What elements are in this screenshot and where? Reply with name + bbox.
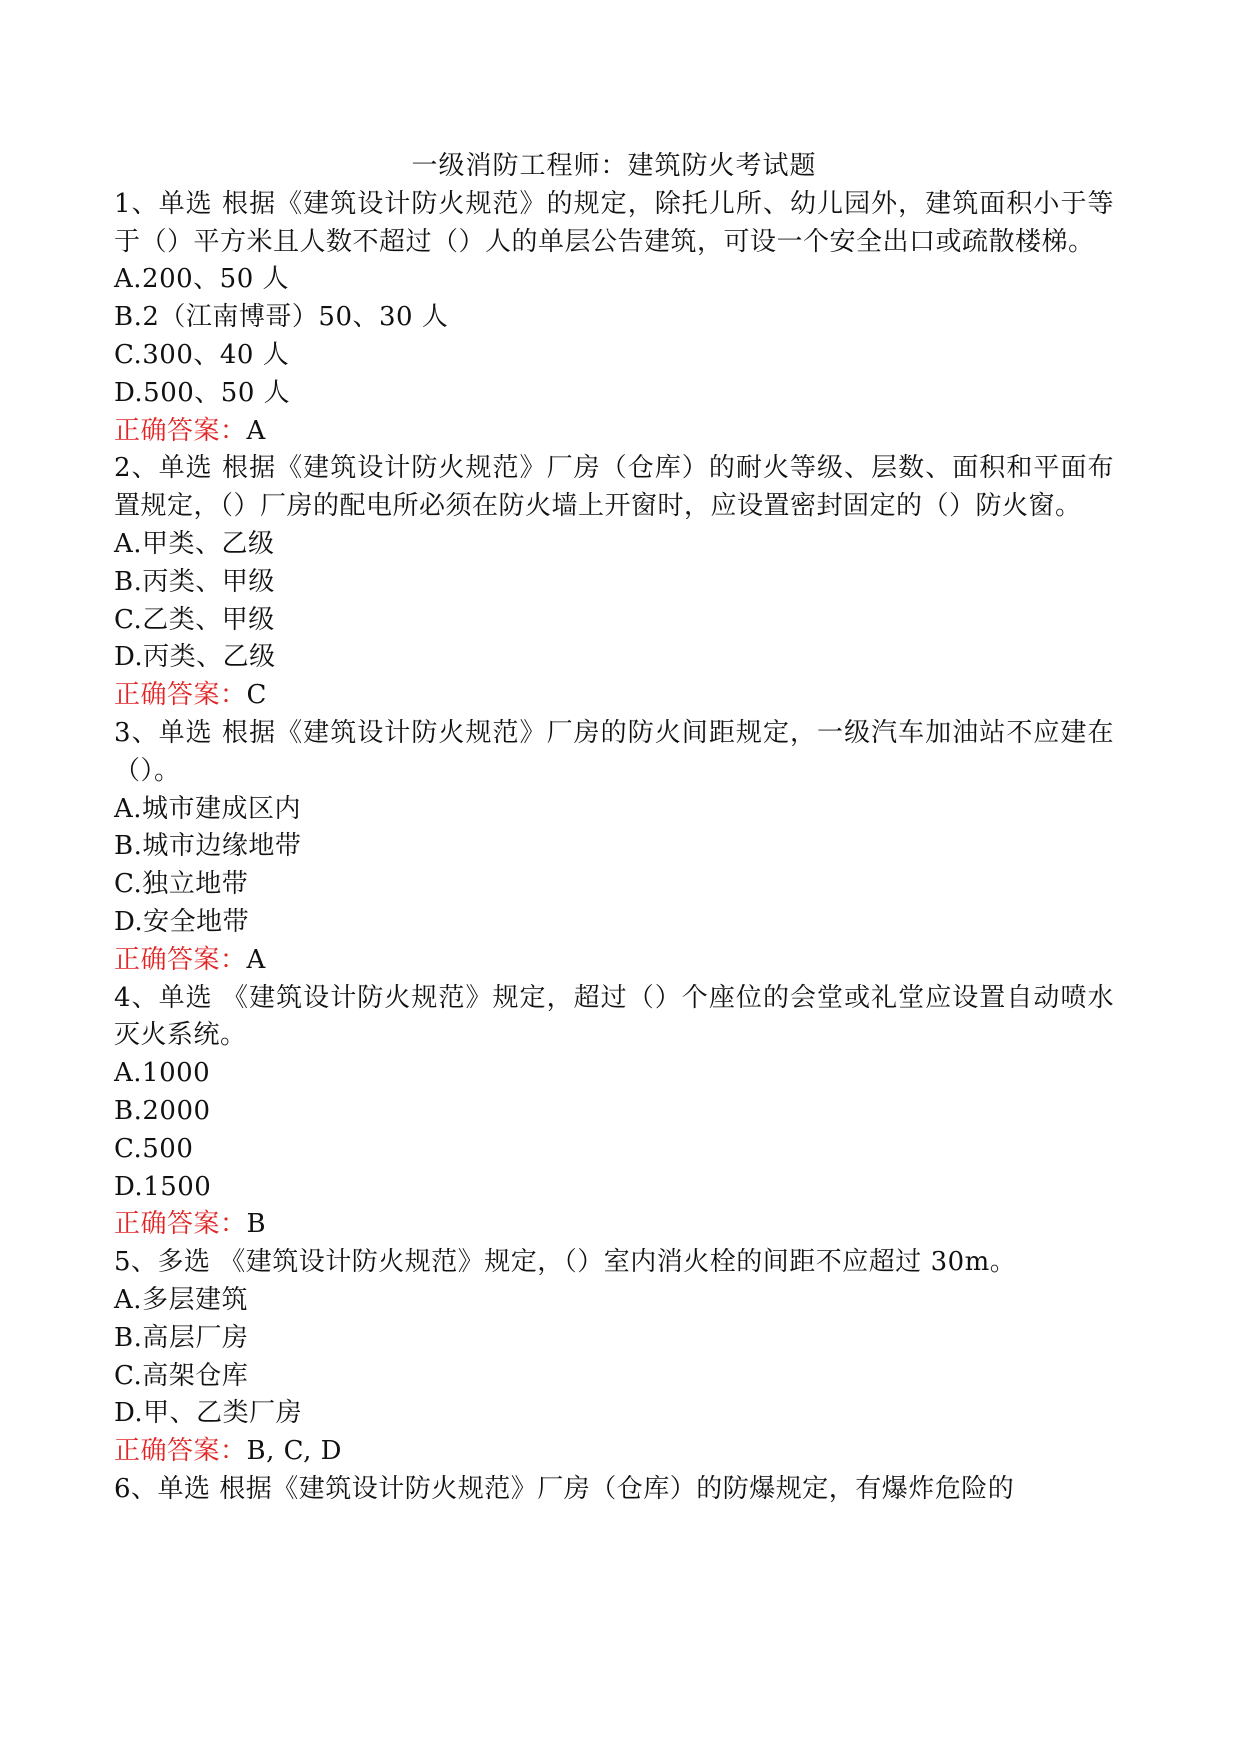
option-c: C.独立地带 — [114, 869, 249, 900]
exam-document — [114, 148, 1114, 1509]
question-5 — [114, 1244, 1114, 1471]
answer-label: 正确答案： — [114, 1209, 247, 1240]
question-stem: 6、单选 根据《建筑设计防火规范》厂房（仓库）的防爆规定，有爆炸危险的 — [114, 1473, 1015, 1504]
option-a: A.甲类、乙级 — [114, 528, 275, 559]
question-stem: 1、单选 根据《建筑设计防火规范》的规定，除托儿所、幼儿园外，建筑面积小于等于（）平方米且人数不超过（）人的单层公告建筑，可设一个安全出口或疏散楼梯。 — [114, 188, 1114, 257]
answer-label: 正确答案： — [114, 415, 247, 446]
answer-value: C — [246, 680, 267, 711]
question-6 — [114, 1471, 1114, 1509]
answer-value: B, C, D — [246, 1436, 342, 1467]
answer-label: 正确答案： — [114, 944, 247, 975]
correct-answer — [114, 677, 1114, 715]
option-d: D.丙类、乙级 — [114, 642, 276, 673]
correct-answer — [114, 1206, 1114, 1244]
question-stem: 4、单选 《建筑设计防火规范》规定，超过（）个座位的会堂或礼堂应设置自动喷水灭火系统。 — [114, 982, 1114, 1051]
answer-value: A — [246, 415, 266, 446]
option-a: A.200、50 人 — [114, 264, 290, 295]
document-title: 一级消防工程师：建筑防火考试题 — [411, 151, 817, 181]
option-c: C.高架仓库 — [114, 1360, 249, 1391]
answer-label: 正确答案： — [114, 680, 247, 711]
question-1 — [114, 186, 1114, 451]
option-a: A.1000 — [114, 1058, 211, 1089]
answer-value: A — [246, 944, 266, 975]
answer-label: 正确答案： — [114, 1436, 247, 1467]
option-b: B.高层厂房 — [114, 1322, 249, 1353]
option-b: B.2000 — [114, 1095, 211, 1126]
option-d: D.500、50 人 — [114, 377, 291, 408]
option-a: A.城市建成区内 — [114, 793, 302, 824]
correct-answer — [114, 1433, 1114, 1471]
question-3 — [114, 715, 1114, 980]
option-c: C.500 — [114, 1133, 194, 1164]
question-stem: 5、多选 《建筑设计防火规范》规定，（）室内消火栓的间距不应超过 30m。 — [114, 1247, 1017, 1278]
correct-answer — [114, 942, 1114, 980]
option-d: D.1500 — [114, 1171, 212, 1202]
answer-value: B — [246, 1209, 267, 1240]
question-stem: 2、单选 根据《建筑设计防火规范》厂房（仓库）的耐火等级、层数、面积和平面布置规定，（）厂房的配电所必须在防火墙上开窗时，应设置密封固定的（）防火窗。 — [114, 453, 1114, 522]
correct-answer — [114, 413, 1114, 451]
option-c: C.300、40 人 — [114, 339, 290, 370]
question-stem: 3、单选 根据《建筑设计防火规范》厂房的防火间距规定，一级汽车加油站不应建在（）。 — [114, 717, 1114, 786]
option-a: A.多层建筑 — [114, 1284, 249, 1315]
option-b: B.城市边缘地带 — [114, 831, 302, 862]
question-2 — [114, 450, 1114, 715]
option-b: B.2（江南博哥）50、30 人 — [114, 302, 449, 333]
question-4 — [114, 980, 1114, 1245]
option-d: D.安全地带 — [114, 906, 250, 937]
option-c: C.乙类、甲级 — [114, 604, 275, 635]
option-d: D.甲、乙类厂房 — [114, 1398, 303, 1429]
option-b: B.丙类、甲级 — [114, 566, 275, 597]
